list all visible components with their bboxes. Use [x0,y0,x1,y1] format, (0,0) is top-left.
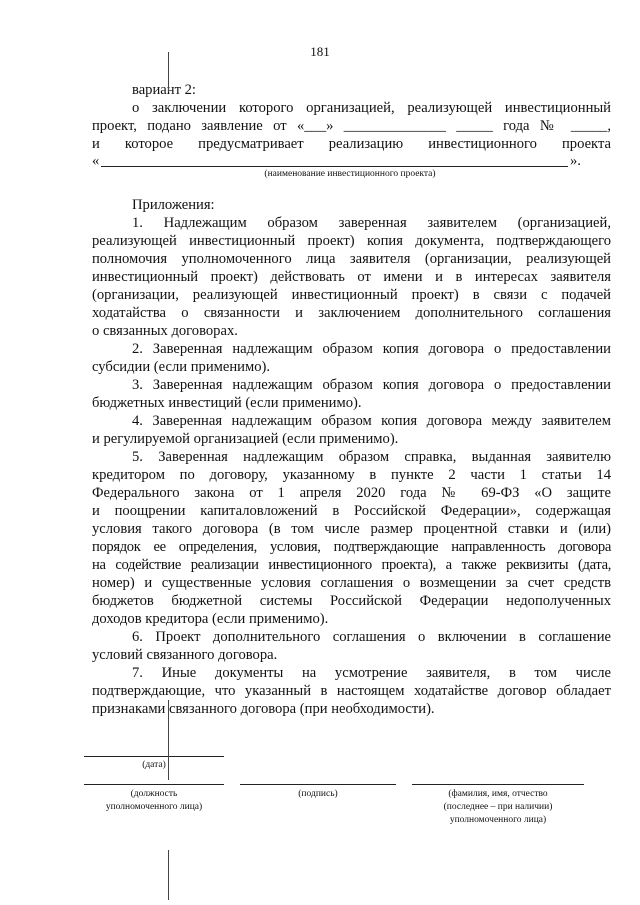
scan-mark [168,700,169,780]
attachment-line: подтверждающие, что указанный в настоящем ходатайстве договор обладает [92,683,611,699]
name-caption-2: (последнее – при наличии) [443,802,553,812]
attachment-line: бюджетных инвестиций (если применимо). [92,395,362,411]
name-blank [412,784,584,785]
variant-quote-open: « [92,153,100,169]
attachments-heading: Приложения: [132,197,215,213]
attachment-line: реализующей инвестиционный проект) копия документа, подтверждающего [92,233,611,249]
attachment-line: 4. Заверенная надлежащим образом копия договора между заявителем [132,413,611,429]
attachment-line: кредитором по договору, указанному в пункте 2 части 1 статьи 14 [92,467,611,483]
attachment-line: признаками связанного договора (при необходимости). [92,701,435,717]
variant-quote-close: ». [570,153,581,169]
attachment-line: 6. Проект дополнительного соглашения о включении в соглашение [132,629,611,645]
attachment-line: 7. Иные документы на усмотрение заявителя, в том числе [132,665,611,681]
page-number: 181 [310,44,330,59]
attachment-line: и поощрении капиталовложений в Российской Федерации», содержащая [92,503,611,519]
scan-mark [168,850,169,900]
signature-caption: (подпись) [298,789,338,799]
variant-line-3: и которое предусматривает реализацию инвестиционного проекта [92,136,611,152]
signature-blank [240,784,396,785]
project-name-blank [101,166,568,167]
attachment-line: 1. Надлежащим образом заверенная заявителем (организацией, [132,215,611,231]
date-blank [84,756,224,757]
attachment-line: порядок ее определения, условия, подтверждающие направленность договора [92,539,611,555]
attachment-line: Федерального закона от 1 апреля 2020 года № 69-ФЗ «О защите [92,485,611,501]
date-caption: (дата) [142,760,166,770]
attachment-line: на содействие реализации инвестиционного проекта), а также реквизиты (дата, [92,557,611,573]
attachment-line: 2. Заверенная надлежащим образом копия договора о предоставлении [132,341,611,357]
attachment-line: (организации, реализующей инвестиционный проект) в связи с подачей [92,287,611,303]
attachment-line: условия такого договора (в том числе размер процентной ставки и (или) [92,521,611,537]
position-caption-1: (должность [130,789,178,799]
attachment-line: субсидии (если применимо). [92,359,271,375]
name-caption-3: уполномоченного лица) [449,815,547,825]
attachment-line: ходатайства о связанности и заключением дополнительного соглашения [92,305,611,321]
variant-line-2: проект, подано заявление от «___» ______________ _____ года № _____, [92,118,611,134]
project-name-caption: (наименование инвестиционного проекта) [264,169,436,179]
attachment-line: инвестиционный проект) действовать от имени и в интересах заявителя [92,269,611,285]
attachment-line: доходов кредитора (если применимо). [92,611,329,627]
attachment-line: 5. Заверенная надлежащим образом справка, выданная заявителю [132,449,611,465]
position-blank [84,784,224,785]
attachment-line: условий связанного договора. [92,647,278,663]
variant-heading: вариант 2: [132,82,196,98]
attachment-line: о связанных договорах. [92,323,238,339]
attachment-line: номер) и существенные условия соглашения о возмещении за счет средств [92,575,611,591]
name-caption-1: (фамилия, имя, отчество [448,789,548,799]
position-caption-2: уполномоченного лица) [105,802,203,812]
attachment-line: бюджетов бюджетной системы Российской Федерации недополученных [92,593,611,609]
attachment-line: полномочия уполномоченного лица заявителя (организации, реализующей [92,251,611,267]
variant-line-1: о заключении которого организацией, реализующей инвестиционный [132,100,611,116]
attachment-line: и регулируемой организацией (если применимо). [92,431,399,447]
attachment-line: 3. Заверенная надлежащим образом копия договора о предоставлении [132,377,611,393]
scan-mark [168,52,169,92]
